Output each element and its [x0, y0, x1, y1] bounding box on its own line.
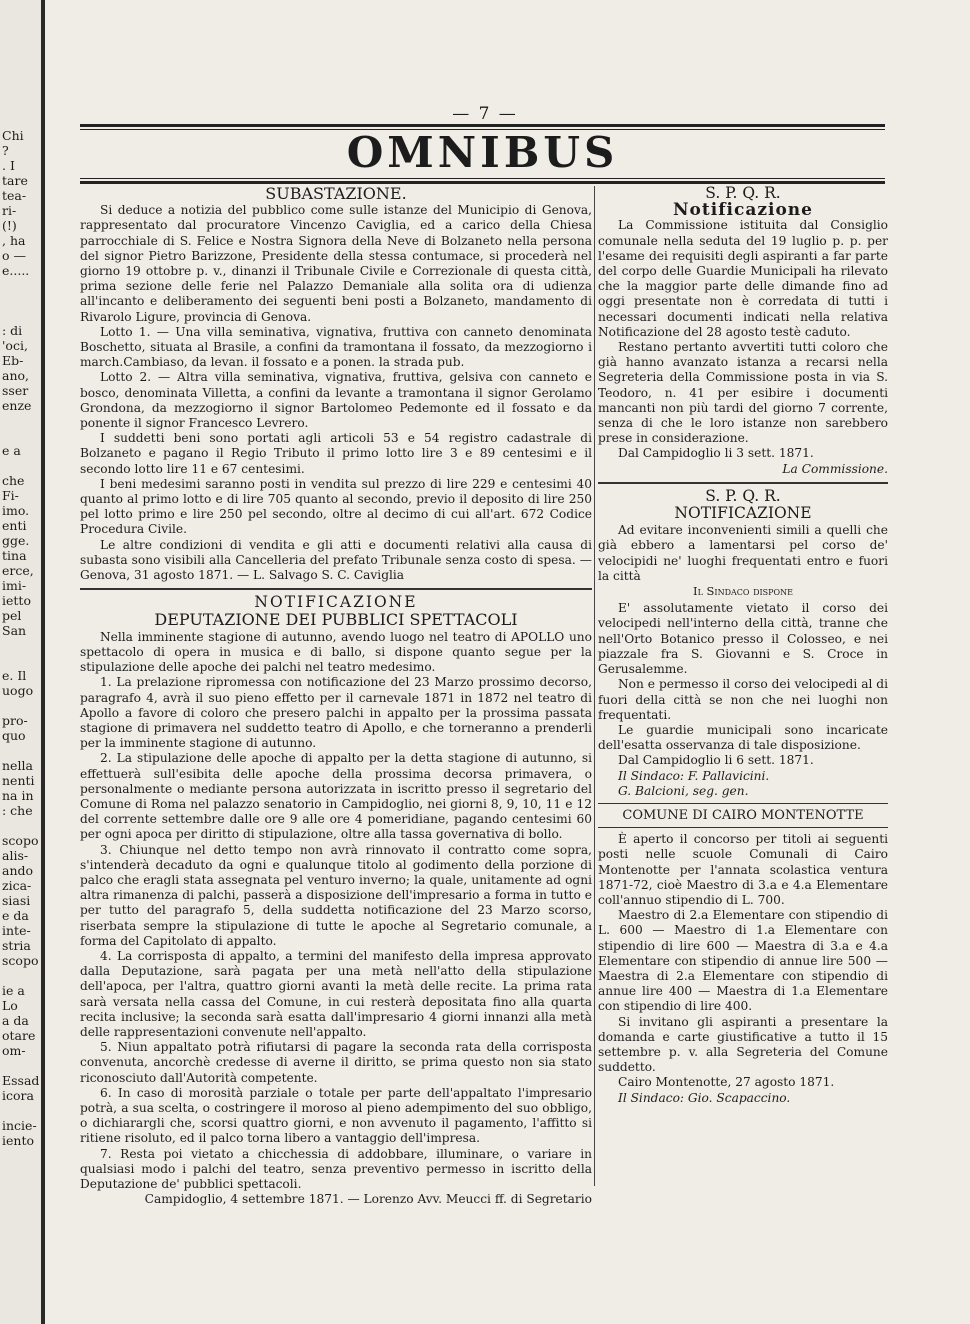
paragraph: 6. In caso di morosità parziale o totale per parte dell'appaltato l'impresario potrà, a sua scelta, o costringere il moroso al pieno adempimento del suo obbligo, o dichiarargli che, scorsi quattro giorni, e non avvenuto il pagamento, l'affitto si ritiene risoluto, ed il palco torna libero a vantaggio dell'impresa.: [80, 1085, 592, 1146]
margin-fragment: siasi: [2, 893, 31, 908]
deputazione-title: DEPUTAZIONE DEI PUBBLICI SPETTACOLI: [154, 610, 518, 630]
margin-fragment: e da: [2, 908, 29, 923]
margin-fragment: Chi: [2, 128, 24, 143]
margin-fragment: na in: [2, 788, 34, 803]
paragraph: I suddetti beni sono portati agli articoli 53 e 54 registro cadastrale di Bolzaneto e pagano il Regio Tributo il primo lotto lire 3 e 89 centesimi e il secondo lotto lire 11 e 67 centesimi.: [80, 431, 592, 476]
paragraph: 3. Chiunque nel detto tempo non avrà rinnovato il contratto come sopra, s'intenderà decaduto da ogni e qualunque titolo al godimento della porzione di palco che eragli stata assegnata pel venturo inverno; la quale, unitamente ad ogni altra rimanenza di palchi, passerà a disposizione dell'impresario a forma in tutto e per tutto del paragrafo 5, della suddetta notificazione del 23 Marzo scorso, riserbata sempre la stipulazione di tutte le apoche al Segretario comunale, a forma del Capitolato di appalto.: [80, 842, 592, 948]
notif2-title: NOTIFICAZIONE: [674, 504, 812, 523]
notif2-date: Dal Campidoglio li 6 sett. 1871.: [618, 753, 814, 768]
margin-fragment: [0, 968, 41, 983]
newspaper-page: [45, 0, 970, 1324]
paragraph: Lotto 2. — Altra villa seminativa, vignativa, fruttiva, gelsiva con canneto e bosco, denominata Villetta, a confini da levante a tramontana il signor Gerolamo Grondona, da mezzogiorno il signor Bartolomeo Pedemonte ed il fossato e da ponente il signor Francesco Levrero.: [80, 370, 592, 431]
paragraph: 5. Niun appaltato potrà rifiutarsi di pagare la seconda rata della corrisposta convenuta, ancorchè credesse di averne il diritto, se prima questo non sia stato riconosciuto dall'Autorità competente.: [80, 1040, 592, 1085]
margin-fragment: : di: [2, 323, 23, 338]
margin-fragment: alis-: [2, 848, 29, 863]
cairo-title: COMUNE DI CAIRO MONTENOTTE: [622, 807, 864, 823]
margin-fragment: [0, 1103, 41, 1118]
margin-fragment: stria: [2, 938, 31, 953]
paragraph: Si invitano gli aspiranti a presentare la domanda e carte giustificative a tutto il 15 settembre p. v. alla Segreteria del Comune suddetto.: [598, 1014, 888, 1075]
paragraph: 2. La stipulazione delle apoche di appalto per la detta stagione di autunno, si effettuerà sull'esibita delle apoche della prossima decorsa primavera, o personalmente o mediante persona autorizzata in iscritto presso il segretario del Comune di Roma nel palazzo senatorio in Campidoglio, nei giorni 8, 9, 10, 11 e 12 del corrente settembre dalle ore 9 alle ore 4 pomeridiane, pagando centesimi 60 per ogni apoca per diritto di stipulazione, oltre alla tassa governativa di bollo.: [80, 751, 592, 842]
margin-fragment: San: [2, 623, 27, 638]
margin-fragment: che: [2, 473, 25, 488]
paragraph: E' assolutamente vietato il corso dei velocipedi nell'interno della città, tranne che nell'Orto Botanico presso il Colosseo, e nei piazzale fra S. Giovanni e S. Croce in Gerusalemme.: [598, 601, 888, 677]
paragraph: Le altre condizioni di vendita e gli atti e documenti relativi alla causa di subasta sono visibili alla Cancelleria del prefato Tribunale senza costo di spesa. — Genova, 31 agosto 1871. — L. Salvago S. C. Caviglia: [80, 537, 592, 583]
margin-fragment: ie a: [2, 983, 25, 998]
margin-fragment: [0, 1058, 41, 1073]
notif2-body: [598, 523, 888, 584]
margin-fragment: e a: [2, 443, 21, 458]
margin-fragment: [0, 278, 41, 293]
margin-fragment: pel: [2, 608, 22, 623]
subastazione-body: [80, 203, 592, 583]
margin-fragment: Eb-: [2, 353, 24, 368]
margin-fragment: uogo: [2, 683, 34, 698]
adjacent-page-margin: [0, 0, 45, 1324]
paragraph: 1. La prelazione ripromessa con notificazione del 23 Marzo prossimo decorso, paragrafo 4, avrà il suo pieno effetto per il carnevale 1871 in 1872 nel teatro di Apollo a favore di coloro che presero palchi in appalto per la prossima passata stagione di primavera nel suddetto teatro di Apollo, e che torneranno a prenderli per la imminente stagione di autunno.: [80, 675, 592, 751]
notif2-dispone: Il Sindaco dispone: [693, 584, 793, 599]
margin-fragment: enze: [2, 398, 32, 413]
paragraph: I beni medesimi saranno posti in vendita sul prezzo di lire 229 e centesimi 40 quanto al primo lotto e di lire 705 quanto al secondo, previo il deposito di lire 250 pel lotto primo e lire 250 pel secondo, oltre al decimo di cui all'art. 672 Codice Procedura Civile.: [80, 476, 592, 537]
masthead: OMNIBUS: [346, 128, 619, 177]
margin-fragment: [0, 638, 41, 653]
paragraph: Lotto 1. — Una villa seminativa, vignativa, fruttiva con canneto denominata Boschetto, situata al Brasile, a confini da tramontana il fossato, da mezzogiorno i march.Cambiaso, da levan. il fossato e a ponen. la strada pub.: [80, 324, 592, 370]
paragraph: Le guardie municipali sono incaricate dell'esatta osservanza di tale disposizione.: [598, 722, 888, 753]
margin-fragment: iento: [2, 1133, 34, 1148]
margin-fragment: tare: [2, 173, 28, 188]
margin-fragment: nella: [2, 758, 33, 773]
section-divider: [598, 482, 888, 484]
notif1-date: Dal Campidoglio li 3 sett. 1871.: [618, 446, 814, 461]
margin-fragment: incie-: [2, 1118, 37, 1133]
notif1-title: Notificazione: [673, 200, 813, 221]
margin-fragment: icora: [2, 1088, 34, 1103]
margin-fragment: [0, 698, 41, 713]
margin-fragment: otare: [2, 1028, 36, 1043]
deputazione-body: [80, 630, 592, 1193]
margin-fragment: nenti: [2, 773, 35, 788]
paragraph: 7. Resta poi vietato a chicchessia di addobbare, illuminare, o variare in qualsiasi modo i palchi del teatro, senza preventivo permesso in iscritto della Deputazione de' pubblici spettacoli.: [80, 1146, 592, 1191]
notif2-sindaco: Il Sindaco: F. Pallavicini.: [618, 768, 770, 783]
margin-fragment: ietto: [2, 593, 31, 608]
left-column: [80, 186, 592, 1207]
margin-fragment: e. Il: [2, 668, 27, 683]
margin-fragment: imo.: [2, 503, 30, 518]
margin-fragment: sser: [2, 383, 29, 398]
margin-fragment: 'oci,: [2, 338, 28, 353]
paragraph: Maestro di 2.a Elementare con stipendio di L. 600 — Maestro di 1.a Elementare con stipendio di lire 600 — Maestra di 3.a e 4.a Elementare con stipendio di annue lire 500 — Maestra di 2.a Elementare con stipendio di annue lire 400 — Maestra di 1.a Elementare con stipendio di lire 400.: [598, 908, 888, 1014]
deputazione-kicker: NOTIFICAZIONE: [254, 593, 418, 612]
margin-fragment: [0, 743, 41, 758]
margin-fragment: . I: [2, 158, 15, 173]
notif1-signer: La Commissione.: [782, 461, 888, 476]
margin-fragment: [0, 653, 41, 668]
margin-fragment: [0, 293, 41, 308]
page-number: — 7 —: [452, 104, 518, 124]
margin-fragment: [0, 818, 41, 833]
margin-fragment: Lo: [2, 998, 18, 1013]
paragraph: Si deduce a notizia del pubblico come sulle istanze del Municipio di Genova, rappresentato dal procuratore Vincenzo Caviglia, ed a carico della Chiesa parrocchiale di S. Felice e Nostra Signora della Neve di Bolzaneto nella persona del signor Pietro Barizzone, Presidente della stessa contumace, si procederà nel giorno 19 ottobre p. v., dinanzi il Tribunale Civile e Correzionale di questa città, prima sezione delle ferie nel Palazzo Demaniale alla solita ora di udienza all'incanto e deliberamento dei seguenti beni posti a Bolzaneto, mandamento di Rivarolo Ligure, provincia di Genova.: [80, 203, 592, 324]
margin-fragment: scopo: [2, 833, 39, 848]
margin-fragment: zica-: [2, 878, 32, 893]
margin-fragment: imi-: [2, 578, 27, 593]
cairo-signer: Il Sindaco: Gio. Scapaccino.: [618, 1090, 791, 1105]
notif1-body: [598, 218, 888, 446]
margin-fragment: quo: [2, 728, 26, 743]
margin-fragment: pro-: [2, 713, 28, 728]
margin-fragment: Essad: [2, 1073, 40, 1088]
right-column: [598, 186, 888, 1106]
margin-fragment: erce,: [2, 563, 34, 578]
margin-fragment: ri-: [2, 203, 17, 218]
paragraph: Nella imminente stagione di autunno, avendo luogo nel teatro di APOLLO uno spettacolo di opera in musica e di ballo, si dispone quanto segue per la stipulazione delle apoche dei palchi nel teatro medesimo.: [80, 629, 592, 675]
margin-fragment: [0, 308, 41, 323]
deputazione-signature: Campidoglio, 4 settembre 1871. — Lorenzo Avv. Meucci ff. di Segretario: [144, 1192, 592, 1207]
cairo-body: [598, 832, 888, 1075]
masthead-bottom-rule-thin: [80, 178, 885, 179]
section-divider: [80, 588, 592, 590]
margin-fragment: , ha: [2, 233, 26, 248]
margin-fragment: [0, 458, 41, 473]
margin-fragment: (!): [2, 218, 17, 233]
notif2-segretario: G. Balcioni, seg. gen.: [618, 783, 749, 798]
paragraph: Non e permesso il corso dei velocipedi al di fuori della città se non che nei luoghi non frequentati.: [598, 677, 888, 722]
notif2-spqr: S. P. Q. R.: [705, 486, 781, 505]
margin-fragment: ando: [2, 863, 34, 878]
margin-fragment: o —: [2, 248, 26, 263]
notif2-body-2: [598, 601, 888, 753]
paragraph: 4. La corrisposta di appalto, a termini del manifesto della impresa approvato dalla Deputazione, sarà pagata per una metà nell'atto della stipulazione dell'apoca, per l'altra, quattro giorni avanti la metà delle recite. La prima rata sarà versata nella cassa del Comune, in cui resterà depositata fino alla quarta recita inclusive; la seconda sarà esatta dall'impresario 4 giorni innanzi alla metà delle rappresentazioni convenute nell'appalto.: [80, 948, 592, 1039]
paragraph: La Commissione istituita dal Consiglio comunale nella seduta del 19 luglio p. p. per l'esame dei requisiti degli aspiranti a far parte del corpo delle Guardie Municipali ha rilevato che la maggior parte delle dimande fino ad oggi presentate non è corredata di tutti i necessari documenti indicati nella relativa Notificazione del 28 agosto testè caduto.: [598, 218, 888, 339]
margin-fragment: ano,: [2, 368, 30, 383]
margin-fragment: gge.: [2, 533, 30, 548]
column-separator: [594, 186, 595, 1186]
subastazione-title: SUBASTAZIONE.: [265, 184, 407, 203]
margin-fragment: inte-: [2, 923, 31, 938]
notif1-spqr: S. P. Q. R.: [705, 184, 781, 202]
margin-fragment: tina: [2, 548, 27, 563]
margin-fragment: : che: [2, 803, 33, 818]
margin-fragment: tea-: [2, 188, 27, 203]
masthead-top-rule: [80, 124, 885, 127]
paragraph: Restano pertanto avvertiti tutti coloro che già hanno avanzato istanza a recarsi nella Segreteria della Commissione posta in via S. Teodoro, n. 41 per esibire i documenti mancanti non più tardi del giorno 7 corrente, senza di che le loro istanze non sarebbero prese in considerazione.: [598, 340, 888, 446]
section-divider: [598, 827, 888, 828]
margin-fragment: Fi-: [2, 488, 19, 503]
margin-fragment: scopo: [2, 953, 39, 968]
margin-fragment: a da: [2, 1013, 29, 1028]
cairo-date: Cairo Montenotte, 27 agosto 1871.: [618, 1075, 835, 1090]
margin-fragment: [0, 428, 41, 443]
margin-fragment: [0, 413, 41, 428]
paragraph: È aperto il concorso per titoli ai seguenti posti nelle scuole Comunali di Cairo Montenotte per l'annata scolastica ventura 1871-72, cioè Maestro di 3.a e 4.a Elementare coll'annuo stipendio di L. 700.: [598, 832, 888, 907]
margin-fragment: om-: [2, 1043, 26, 1058]
margin-fragment: enti: [2, 518, 27, 533]
margin-fragment: ?: [2, 143, 9, 158]
section-divider: [598, 803, 888, 804]
paragraph: Ad evitare inconvenienti simili a quelli che già ebbero a lamentarsi pel corso de' velocipidi ne' luoghi frequentati entro e fuori la città: [598, 523, 888, 583]
margin-fragment: e.....: [2, 263, 30, 278]
